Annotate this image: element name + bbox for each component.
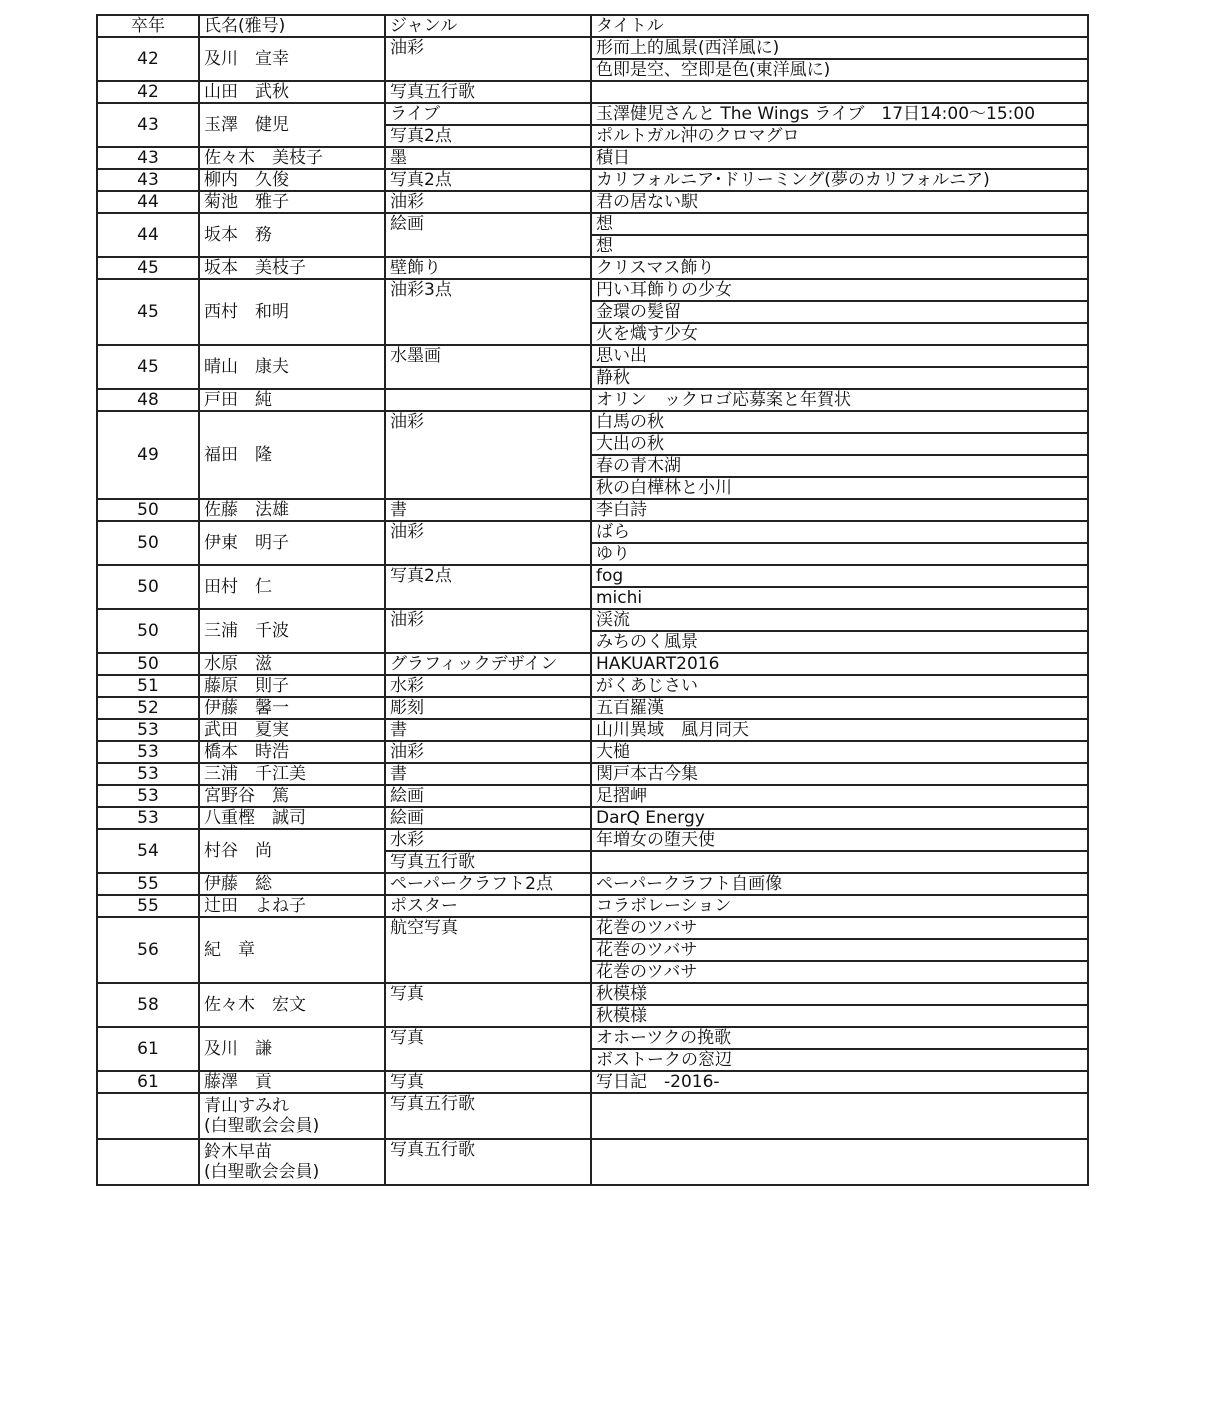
entry-name: 村谷 尚: [199, 829, 385, 873]
entry-title: 足摺岬: [591, 785, 1088, 807]
entry-title: 君の居ない駅: [591, 191, 1088, 213]
table-row: [97, 741, 1088, 763]
table-row: [97, 719, 1088, 741]
table-row: [97, 169, 1088, 191]
table-row: [97, 1093, 1088, 1139]
exhibition-list: [96, 14, 1087, 1186]
table-row: [97, 873, 1088, 895]
entry-title: 関戸本古今集: [591, 763, 1088, 785]
entry-genre-secondary: 写真五行歌: [385, 851, 591, 873]
entry-genre: 墨: [385, 147, 591, 169]
entry-title: 秋模様: [591, 983, 1088, 1005]
entry-title: 秋の白樺林と小川: [591, 477, 1088, 499]
entry-title: クリスマス飾り: [591, 257, 1088, 279]
entry-title: ゆり: [591, 543, 1088, 565]
entry-title: [591, 1139, 1088, 1185]
table-row: [97, 609, 1088, 631]
entry-genre: 写真: [385, 983, 591, 1027]
entry-name: 山田 武秋: [199, 81, 385, 103]
entry-year: 50: [97, 609, 199, 653]
entry-year: 52: [97, 697, 199, 719]
entry-year: [97, 1139, 199, 1185]
exhibit-rows: [97, 37, 1088, 1185]
entry-genre: 写真2点: [385, 565, 591, 609]
entry-genre: 油彩: [385, 521, 591, 565]
entry-title: コラボレーション: [591, 895, 1088, 917]
entry-genre: 壁飾り: [385, 257, 591, 279]
entry-title: [591, 851, 1088, 873]
entry-name-primary: 青山すみれ: [204, 1096, 289, 1116]
table-row: [97, 147, 1088, 169]
entry-genre-secondary: 写真2点: [385, 125, 591, 147]
entry-year: 51: [97, 675, 199, 697]
entry-year: 53: [97, 719, 199, 741]
entry-year: 56: [97, 917, 199, 983]
entry-genre: 写真: [385, 1027, 591, 1071]
table-row: [97, 213, 1088, 235]
entry-year: 61: [97, 1027, 199, 1071]
entry-genre: 油彩: [385, 191, 591, 213]
entry-year: 53: [97, 741, 199, 763]
entry-genre: 絵画: [385, 213, 591, 257]
table-row: [97, 103, 1088, 125]
entry-title: 積日: [591, 147, 1088, 169]
header-title: タイトル: [591, 15, 1088, 37]
table-row: [97, 499, 1088, 521]
entry-name: 伊東 明子: [199, 521, 385, 565]
entry-genre: 写真五行歌: [385, 81, 591, 103]
entry-name: 八重樫 誠司: [199, 807, 385, 829]
entry-genre: 油彩: [385, 741, 591, 763]
entry-title: 春の青木湖: [591, 455, 1088, 477]
table-row: [97, 1071, 1088, 1093]
entry-genre: 書: [385, 763, 591, 785]
entry-name: 坂本 美枝子: [199, 257, 385, 279]
entry-genre: 油彩: [385, 609, 591, 653]
entry-name: 武田 夏実: [199, 719, 385, 741]
entry-genre: 油彩: [385, 411, 591, 499]
entry-genre: 絵画: [385, 807, 591, 829]
entry-genre: 絵画: [385, 785, 591, 807]
table-row: [97, 191, 1088, 213]
table-row: [97, 829, 1088, 851]
entry-genre: 書: [385, 719, 591, 741]
table-row: [97, 785, 1088, 807]
entry-name: 晴山 康夫: [199, 345, 385, 389]
entry-year: 50: [97, 653, 199, 675]
entry-title: 玉澤健児さんと The Wings ライブ 17日14:00～15:00: [591, 103, 1088, 125]
entry-name: 紀 章: [199, 917, 385, 983]
table-row: [97, 1139, 1088, 1185]
entry-name: 三浦 千江美: [199, 763, 385, 785]
entry-title: ばら: [591, 521, 1088, 543]
table-row: [97, 763, 1088, 785]
entry-title: 静秋: [591, 367, 1088, 389]
entry-genre: 油彩3点: [385, 279, 591, 345]
entry-name: 藤澤 貢: [199, 1071, 385, 1093]
entry-year: 50: [97, 499, 199, 521]
entry-name: 柳内 久俊: [199, 169, 385, 191]
entry-year: 55: [97, 873, 199, 895]
entry-title: オホーツクの挽歌: [591, 1027, 1088, 1049]
entry-name: 戸田 純: [199, 389, 385, 411]
entry-title: 白馬の秋: [591, 411, 1088, 433]
entry-genre: [385, 389, 591, 411]
entry-genre: 油彩: [385, 37, 591, 81]
entry-name: 橋本 時浩: [199, 741, 385, 763]
header-name: 氏名(雅号): [199, 15, 385, 37]
entry-genre: 書: [385, 499, 591, 521]
entry-year: [97, 1093, 199, 1139]
entry-year: 45: [97, 279, 199, 345]
entry-genre: 写真: [385, 1071, 591, 1093]
entry-genre: 航空写真: [385, 917, 591, 983]
entry-name: 及川 宣幸: [199, 37, 385, 81]
entry-title: 山川異域 風月同天: [591, 719, 1088, 741]
entry-genre: ペーパークラフト2点: [385, 873, 591, 895]
table-row: [97, 675, 1088, 697]
entry-year: 43: [97, 169, 199, 191]
entry-year: 53: [97, 763, 199, 785]
table-row: [97, 37, 1088, 59]
entry-genre: 水墨画: [385, 345, 591, 389]
entry-year: 44: [97, 191, 199, 213]
entry-name: 西村 和明: [199, 279, 385, 345]
entry-year: 45: [97, 345, 199, 389]
entry-name: 宮野谷 篤: [199, 785, 385, 807]
table-row: [97, 81, 1088, 103]
entry-genre: グラフィックデザイン: [385, 653, 591, 675]
entry-year: 44: [97, 213, 199, 257]
entry-title: 想: [591, 235, 1088, 257]
entry-year: 61: [97, 1071, 199, 1093]
table-row: [97, 807, 1088, 829]
entry-title: 李白詩: [591, 499, 1088, 521]
entry-year: 45: [97, 257, 199, 279]
entry-name: 及川 謙: [199, 1027, 385, 1071]
entry-title: HAKUART2016: [591, 653, 1088, 675]
entry-year: 58: [97, 983, 199, 1027]
exhibit-table: [96, 14, 1089, 1186]
entry-title: ペーパークラフト自画像: [591, 873, 1088, 895]
entry-year: 43: [97, 103, 199, 147]
entry-name: 三浦 千波: [199, 609, 385, 653]
entry-genre: 水彩: [385, 829, 591, 851]
entry-title: fog: [591, 565, 1088, 587]
header-row: [97, 15, 1088, 37]
entry-name: 水原 滋: [199, 653, 385, 675]
entry-title: 渓流: [591, 609, 1088, 631]
table-row: [97, 983, 1088, 1005]
entry-name: 玉澤 健児: [199, 103, 385, 147]
entry-name: 佐々木 美枝子: [199, 147, 385, 169]
table-row: [97, 257, 1088, 279]
entry-name: [199, 1093, 385, 1139]
entry-title: ポルトガル沖のクロマグロ: [591, 125, 1088, 147]
entry-title: 想: [591, 213, 1088, 235]
entry-genre: 彫刻: [385, 697, 591, 719]
entry-title: [591, 81, 1088, 103]
entry-title: 花巻のツバサ: [591, 961, 1088, 983]
entry-genre: 写真2点: [385, 169, 591, 191]
entry-title: DarQ Energy: [591, 807, 1088, 829]
table-row: [97, 565, 1088, 587]
entry-title: カリフォルニア･ドリーミング(夢のカリフォルニア): [591, 169, 1088, 191]
entry-name-affiliation: (白聖歌会会員): [204, 1162, 320, 1182]
table-row: [97, 411, 1088, 433]
entry-title: 花巻のツバサ: [591, 917, 1088, 939]
entry-title: 花巻のツバサ: [591, 939, 1088, 961]
entry-name: [199, 1139, 385, 1185]
entry-year: 50: [97, 521, 199, 565]
entry-title: がくあじさい: [591, 675, 1088, 697]
entry-year: 42: [97, 81, 199, 103]
entry-title: 金環の髪留: [591, 301, 1088, 323]
entry-genre: ライブ: [385, 103, 591, 125]
table-row: [97, 917, 1088, 939]
entry-title: 写日記 -2016-: [591, 1071, 1088, 1093]
entry-name: 佐々木 宏文: [199, 983, 385, 1027]
entry-genre: 写真五行歌: [385, 1093, 591, 1139]
entry-title: 色即是空、空即是色(東洋風に): [591, 59, 1088, 81]
entry-title: michi: [591, 587, 1088, 609]
entry-title: 年増女の堕天使: [591, 829, 1088, 851]
header-year: 卒年: [97, 15, 199, 37]
entry-name: 辻田 よね子: [199, 895, 385, 917]
entry-title: 大槌: [591, 741, 1088, 763]
entry-title: 火を熾す少女: [591, 323, 1088, 345]
entry-genre: ポスター: [385, 895, 591, 917]
entry-year: 48: [97, 389, 199, 411]
entry-name: 福田 隆: [199, 411, 385, 499]
entry-year: 54: [97, 829, 199, 873]
table-row: [97, 1027, 1088, 1049]
entry-title: 円い耳飾りの少女: [591, 279, 1088, 301]
table-row: [97, 389, 1088, 411]
header-genre: ジャンル: [385, 15, 591, 37]
table-row: [97, 345, 1088, 367]
entry-genre: 水彩: [385, 675, 591, 697]
entry-name: 田村 仁: [199, 565, 385, 609]
entry-name-primary: 鈴木早苗: [204, 1142, 272, 1162]
entry-title: ボストークの窓辺: [591, 1049, 1088, 1071]
entry-year: 50: [97, 565, 199, 609]
table-row: [97, 895, 1088, 917]
entry-title: 形而上的風景(西洋風に): [591, 37, 1088, 59]
entry-year: 55: [97, 895, 199, 917]
entry-year: 53: [97, 807, 199, 829]
entry-name: 菊池 雅子: [199, 191, 385, 213]
entry-title: [591, 1093, 1088, 1139]
entry-title: 五百羅漢: [591, 697, 1088, 719]
entry-name: 佐藤 法雄: [199, 499, 385, 521]
entry-title: みちのく風景: [591, 631, 1088, 653]
table-row: [97, 653, 1088, 675]
entry-title: 秋模様: [591, 1005, 1088, 1027]
entry-title: オリン ックロゴ応募案と年賀状: [591, 389, 1088, 411]
entry-year: 53: [97, 785, 199, 807]
entry-year: 43: [97, 147, 199, 169]
table-row: [97, 521, 1088, 543]
entry-genre: 写真五行歌: [385, 1139, 591, 1185]
entry-year: 42: [97, 37, 199, 81]
entry-name: 坂本 務: [199, 213, 385, 257]
entry-name-affiliation: (白聖歌会会員): [204, 1116, 320, 1136]
entry-title: 思い出: [591, 345, 1088, 367]
entry-name: 伊藤 総: [199, 873, 385, 895]
entry-title: 大出の秋: [591, 433, 1088, 455]
table-row: [97, 279, 1088, 301]
entry-year: 49: [97, 411, 199, 499]
entry-name: 伊藤 馨一: [199, 697, 385, 719]
entry-name: 藤原 則子: [199, 675, 385, 697]
table-row: [97, 697, 1088, 719]
